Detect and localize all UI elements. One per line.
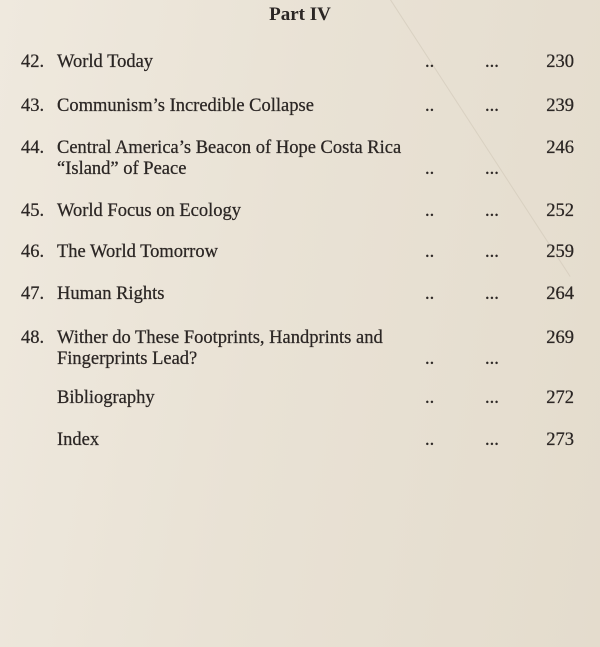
- leader-dots: ...: [485, 284, 499, 304]
- entry-title: Central America’s Beacon of Hope Costa Rica “Island” of Peace: [57, 138, 402, 179]
- entry-page-number: 273: [546, 430, 574, 450]
- entry-number: 48.: [21, 328, 45, 348]
- leader-dots: ..: [425, 349, 435, 369]
- leader-dots: ..: [425, 52, 435, 72]
- leader-dots: ..: [425, 284, 435, 304]
- entry-title: Human Rights: [57, 284, 165, 304]
- entry-number: 44.: [21, 138, 45, 158]
- section-heading: Part IV: [269, 4, 331, 25]
- leader-dots: ..: [425, 388, 435, 408]
- entry-page-number: 246: [546, 138, 574, 158]
- leader-dots: ...: [485, 201, 499, 221]
- leader-dots: ...: [485, 430, 499, 450]
- leader-dots: ...: [485, 159, 499, 179]
- entry-page-number: 272: [546, 388, 574, 408]
- entry-page-number: 239: [546, 96, 574, 116]
- entry-number: 45.: [21, 201, 45, 221]
- entry-page-number: 259: [546, 242, 574, 262]
- leader-dots: ..: [425, 242, 435, 262]
- entry-title: Wither do These Footprints, Handprints and Fingerprints Lead?: [57, 328, 383, 369]
- leader-dots: ..: [425, 96, 435, 116]
- entry-number: 47.: [21, 284, 45, 304]
- entry-number: 46.: [21, 242, 45, 262]
- entry-page-number: 252: [546, 201, 574, 221]
- entry-number: 43.: [21, 96, 45, 116]
- leader-dots: ...: [485, 96, 499, 116]
- leader-dots: ..: [425, 201, 435, 221]
- entry-page-number: 230: [546, 52, 574, 72]
- entry-title: Bibliography: [57, 388, 155, 408]
- leader-dots: ..: [425, 159, 435, 179]
- entry-title: The World Tomorrow: [57, 242, 218, 262]
- entry-title: World Focus on Ecology: [57, 201, 242, 221]
- leader-dots: ...: [485, 242, 499, 262]
- entry-page-number: 269: [546, 328, 574, 348]
- entry-title: World Today: [57, 52, 154, 72]
- entry-page-number: 264: [546, 284, 574, 304]
- leader-dots: ...: [485, 349, 499, 369]
- entry-title: Communism’s Incredible Collapse: [57, 96, 314, 116]
- entry-title: Index: [57, 430, 100, 450]
- entry-number: 42.: [21, 52, 45, 72]
- leader-dots: ...: [485, 388, 499, 408]
- leader-dots: ...: [485, 52, 499, 72]
- leader-dots: ..: [425, 430, 435, 450]
